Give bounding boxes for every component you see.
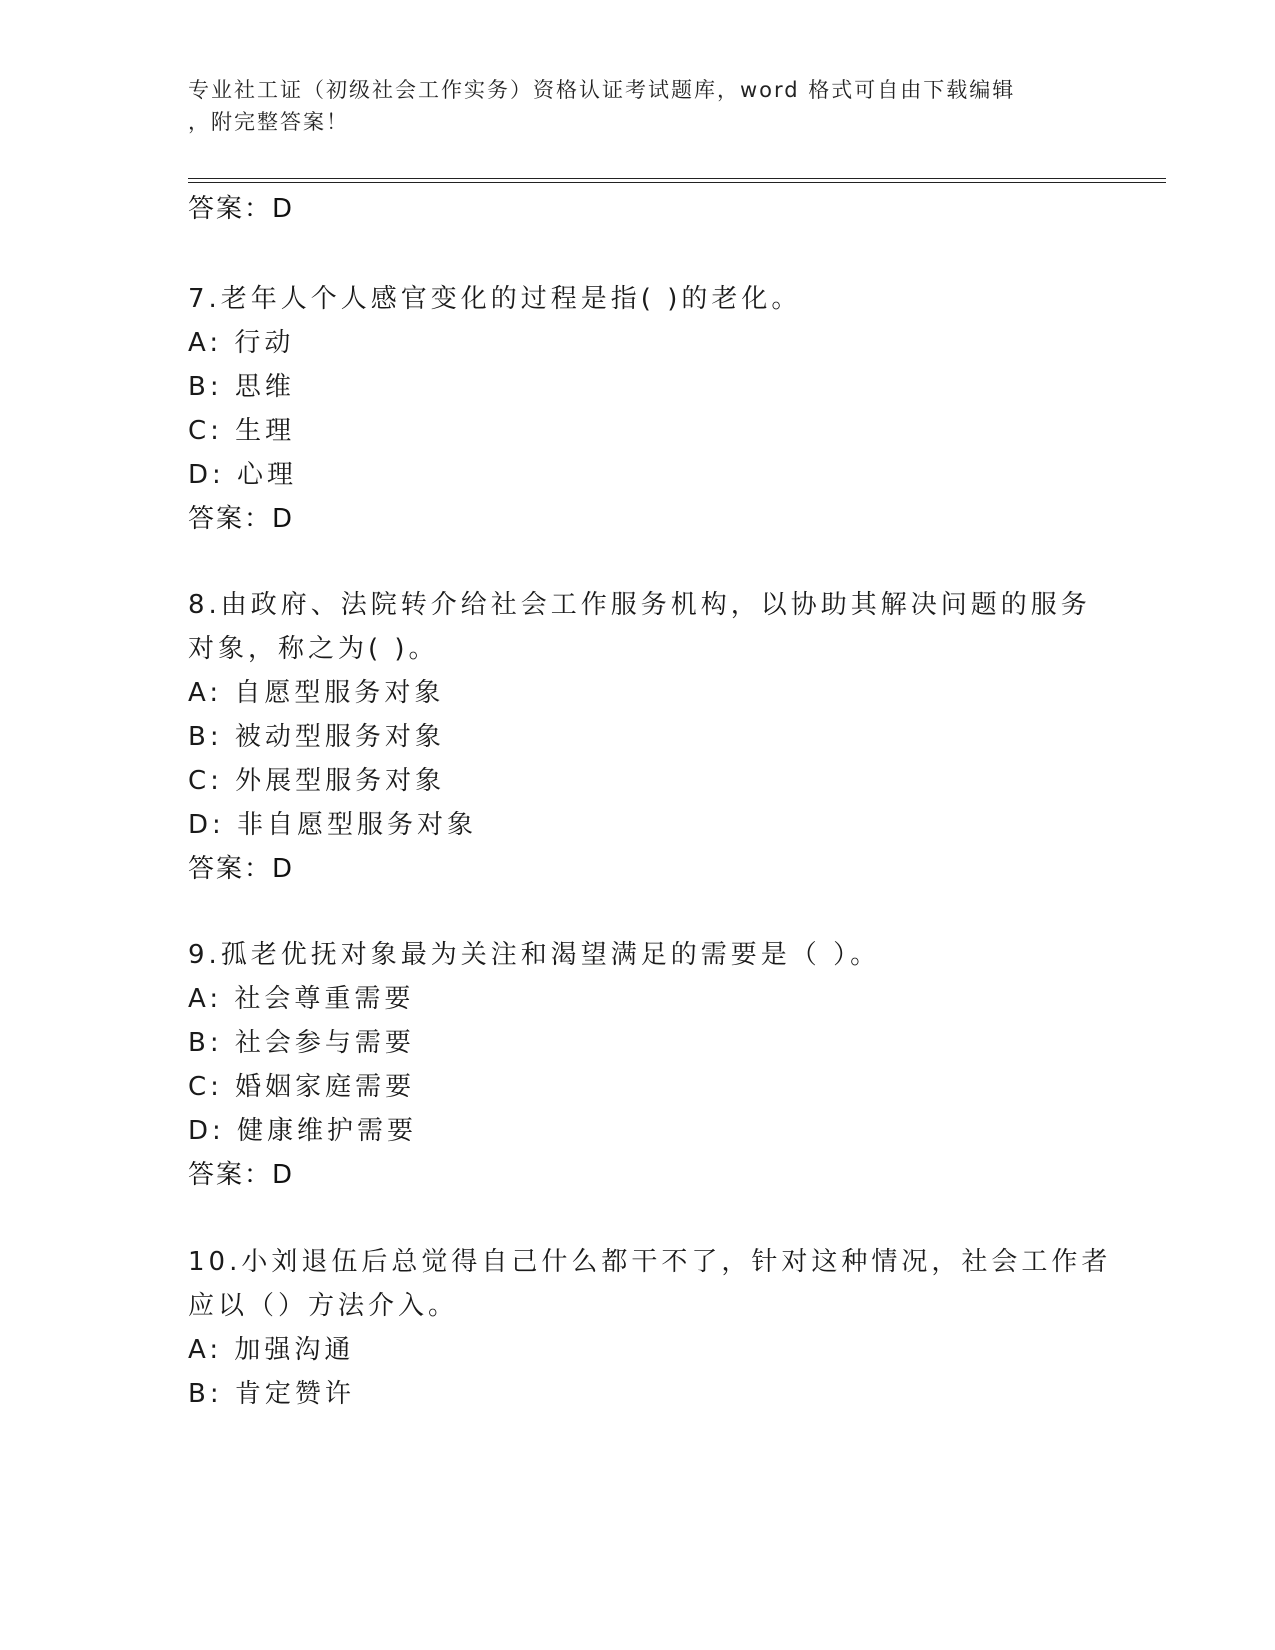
question-9-answer: 答案：D <box>188 1160 295 1190</box>
previous-question-answer: 答案：D <box>188 194 295 224</box>
question-9-option-a: A: 社会尊重需要 <box>188 984 415 1014</box>
question-10-option-a: A: 加强沟通 <box>188 1335 355 1365</box>
question-8-option-b: B: 被动型服务对象 <box>188 722 445 752</box>
question-9-stem-line-1: 9.孤老优抚对象最为关注和渴望满足的需要是（ ）。 <box>188 940 881 970</box>
question-7-option-d: D: 心理 <box>188 460 298 490</box>
question-8-stem-line-1: 8.由政府、法院转介给社会工作服务机构，以协助其解决问题的服务 <box>188 590 1091 620</box>
header-line-2: ，附完整答案！ <box>188 110 349 134</box>
question-8-answer: 答案：D <box>188 854 295 884</box>
question-9-option-c: C: 婚姻家庭需要 <box>188 1072 416 1102</box>
question-8-stem-line-2: 对象，称之为( )。 <box>188 634 439 664</box>
header-divider-bottom <box>188 182 1166 183</box>
question-8-option-d: D: 非自愿型服务对象 <box>188 810 478 840</box>
question-10-stem-line-1: 10.小刘退伍后总觉得自己什么都干不了，针对这种情况，社会工作者 <box>188 1247 1112 1277</box>
question-7-option-a: A: 行动 <box>188 328 295 358</box>
question-9-option-b: B: 社会参与需要 <box>188 1028 415 1058</box>
question-7-answer: 答案：D <box>188 504 295 534</box>
header-divider-top <box>188 178 1166 179</box>
page-header <box>188 74 1088 138</box>
question-7-option-b: B: 思维 <box>188 372 295 402</box>
header-line-1: 专业社工证（初级社会工作实务）资格认证考试题库，word 格式可自由下载编辑 <box>188 78 1016 102</box>
question-7-stem-line-1: 7.老年人个人感官变化的过程是指( )的老化。 <box>188 284 802 314</box>
question-10-stem-line-2: 应以（）方法介入。 <box>188 1291 459 1321</box>
question-9-option-d: D: 健康维护需要 <box>188 1116 418 1146</box>
question-8-option-c: C: 外展型服务对象 <box>188 766 446 796</box>
question-8-option-a: A: 自愿型服务对象 <box>188 678 445 708</box>
question-7-option-c: C: 生理 <box>188 416 296 446</box>
question-10-option-b: B: 肯定赞许 <box>188 1379 355 1409</box>
